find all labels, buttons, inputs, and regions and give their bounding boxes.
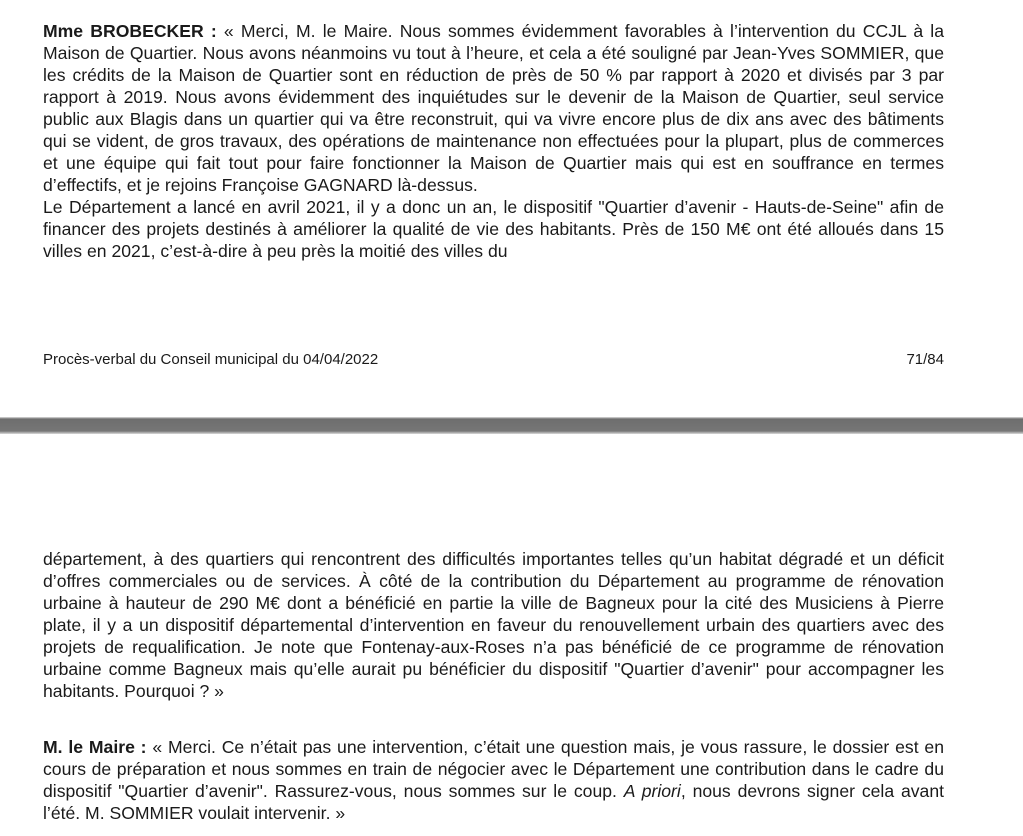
- paragraph-brobecker: [43, 20, 944, 196]
- document-page-71: [0, 0, 1023, 417]
- paragraph-departement: [43, 196, 944, 262]
- paragraph-text: , nous devrons signer cela avant l’été. M. SOMMIER voulait intervenir. »: [43, 781, 944, 823]
- paragraph-maire: [43, 736, 944, 824]
- page-footer: [43, 351, 944, 368]
- paragraph-text: département, à des quartiers qui rencontrent des difficultés importantes telles qu’un habitat dégradé et un déficit d’offres commerciales ou de services. À côté de la contribution du Département au programme de rénovation urbaine à hauteur de 290 M€ dont a bénéficié en partie la ville de Bagneux pour la cité des Musiciens à Pierre plate, il y a un dispositif départemental d’intervention en faveur du renouvellement urbain des quartiers avec des projets de requalification. Je note que Fontenay-aux-Roses n’a pas bénéficié de ce programme de rénovation urbaine comme Bagneux mais qu’elle aurait pu bénéficier du dispositif "Quartier d’avenir" pour accompagner les habitants. Pourquoi ? »: [43, 549, 944, 701]
- page-number: 71/84: [906, 351, 944, 368]
- paragraph-continuation: [43, 548, 944, 702]
- page-72-maire: [43, 736, 944, 824]
- speaker-name: M. le Maire :: [43, 737, 147, 757]
- page-72-continuation: [43, 548, 944, 702]
- paragraph-text: « Merci, M. le Maire. Nous sommes évidemment favorables à l’intervention du CCJL à la Maison de Quartier. Nous avons néanmoins vu tout à l’heure, et cela a été souligné par Jean-Yves SOMMIER, que les crédits de la Maison de Quartier sont en réduction de près de 50 % par rapport à 2020 et divisés par 3 par rapport à 2019. Nous avons évidemment des inquiétudes sur le devenir de la Maison de Quartier, seul service public aux Blagis dans un quartier qui va être reconstruit, qui va vivre encore plus de dix ans avec des bâtiments qui se vident, de gros travaux, des opérations de maintenance non effectuées pour la plupart, plus de commerces et une équipe qui fait tout pour faire fonctionner la Maison de Quartier mais qui est en souffrance en termes d’effectifs, et je rejoins Françoise GAGNARD là-dessus.: [43, 21, 944, 195]
- page-71-body: [43, 20, 944, 262]
- paragraph-text: « Merci. Ce n’était pas une intervention, c’était une question mais, je vous rassure, le dossier est en cours de préparation et nous sommes en train de négocier avec le Département une contribution dans le cadre du dispositif "Quartier d’avenir". Rassurez-vous, nous sommes sur le coup.: [43, 737, 944, 801]
- paragraph-text: Le Département a lancé en avril 2021, il y a donc un an, le dispositif "Quartier d’avenir - Hauts-de-Seine" afin de financer des projets destinés à améliorer la qualité de vie des habitants. Près de 150 M€ ont été alloués dans 15 villes en 2021, c’est-à-dire à peu près la moitié des villes du: [43, 197, 944, 261]
- footer-title: Procès-verbal du Conseil municipal du 04/04/2022: [43, 351, 379, 368]
- italic-text: A priori: [623, 781, 681, 801]
- speaker-name: Mme BROBECKER :: [43, 21, 217, 41]
- page-separator: [0, 417, 1023, 434]
